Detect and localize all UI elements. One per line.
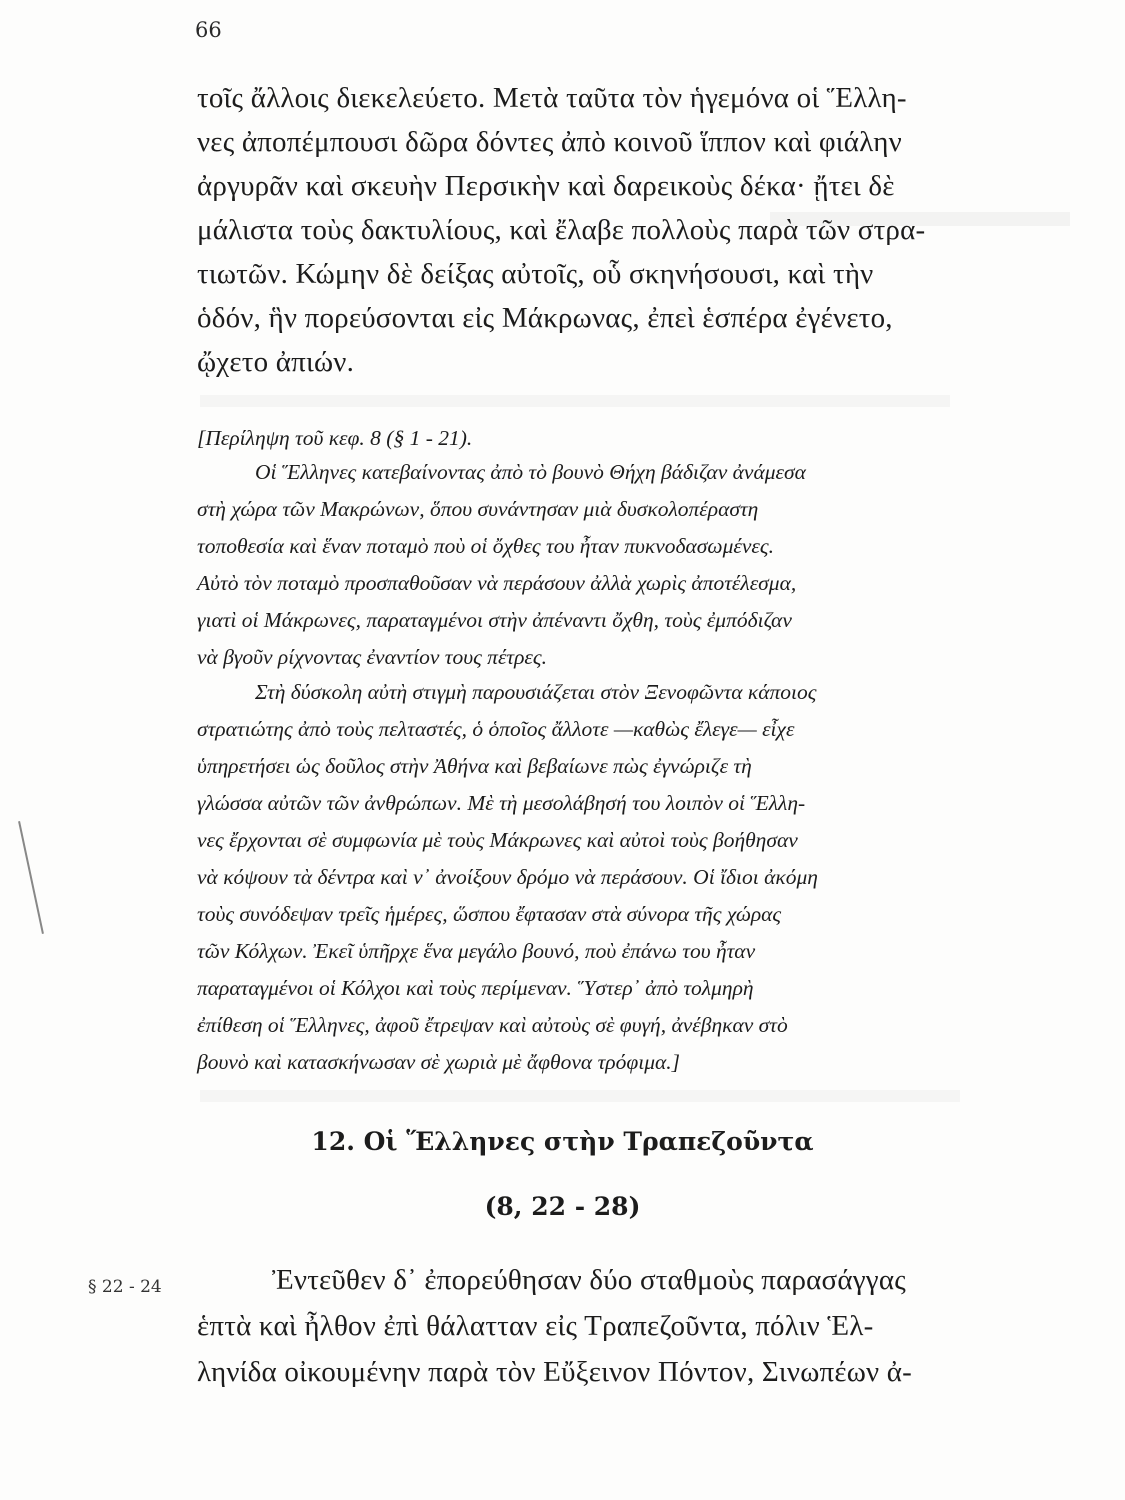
greek-text-line: ὁδόν, ἣν πορεύσονται εἰς Μάκρωνας, ἐπεὶ ἑσπέρα ἐγένετο, xyxy=(197,302,893,334)
summary-line: τοποθεσία καὶ ἕναν ποταμὸ ποὺ οἱ ὄχθες του ἦταν πυκνοδασωμένες. xyxy=(197,534,774,558)
margin-pencil-mark xyxy=(18,821,44,934)
summary-line: τῶν Κόλχων. Ἐκεῖ ὑπῆρχε ἕνα μεγάλο βουνό, ποὺ ἐπάνω του ἦταν xyxy=(197,939,756,963)
summary-line: στὴ χώρα τῶν Μακρώνων, ὅπου συνάντησαν μιὰ δυσκολοπέραστη xyxy=(197,497,759,521)
greek-text-line: ἀργυρᾶν καὶ σκευὴν Περσικὴν καὶ δαρεικοὺς δέκα· ᾔτει δὲ xyxy=(197,170,895,202)
greek-text-line: ληνίδα οἰκουμένην παρὰ τὸν Εὔξεινον Πόντον, Σινωπέων ἀ- xyxy=(197,1356,913,1388)
chapter-heading: 12. Οἱ Ἕλληνες στὴν Τραπεζοῦντα xyxy=(311,1127,814,1156)
section-reference: § 22 - 24 xyxy=(88,1277,162,1297)
summary-line: Οἱ Ἕλληνες κατεβαίνοντας ἀπὸ τὸ βουνὸ Θήχη βάδιζαν ἀνάμεσα xyxy=(255,460,806,484)
greek-text-line: τιωτῶν. Κώμην δὲ δείξας αὐτοῖς, οὗ σκηνήσουσι, καὶ τὴν xyxy=(197,258,874,290)
summary-line: βουνὸ καὶ κατασκήνωσαν σὲ χωριὰ μὲ ἄφθονα τρόφιμα.] xyxy=(197,1050,681,1074)
page-number: 66 xyxy=(195,18,222,42)
summary-line: στρατιώτης ἀπὸ τοὺς πελταστές, ὁ ὁποῖος ἄλλοτε —καθὼς ἔλεγε— εἶχε xyxy=(197,717,795,741)
greek-text-line: νες ἀποπέμπουσι δῶρα δόντες ἀπὸ κοινοῦ ἵππον καὶ φιάλην xyxy=(197,126,902,158)
summary-line: νες ἔρχονται σὲ συμφωνία μὲ τοὺς Μάκρωνες καὶ αὐτοὶ τοὺς βοήθησαν xyxy=(197,828,798,852)
summary-title: [Περίληψη τοῦ κεφ. 8 (§ 1 - 21). xyxy=(197,426,473,450)
chapter-subheading: (8, 22 - 28) xyxy=(484,1192,641,1221)
summary-line: Αὐτὸ τὸν ποταμὸ προσπαθοῦσαν νὰ περάσουν ἀλλὰ χωρὶς ἀποτέλεσμα, xyxy=(197,571,797,595)
summary-line: γλώσσα αὐτῶν τῶν ἀνθρώπων. Μὲ τὴ μεσολάβησή του λοιπὸν οἱ Ἕλλη- xyxy=(197,791,806,815)
greek-text-line: ἑπτὰ καὶ ἦλθον ἐπὶ θάλατταν εἰς Τραπεζοῦντα, πόλιν Ἑλ- xyxy=(197,1310,874,1342)
summary-line: νὰ κόψουν τὰ δέντρα καὶ ν᾿ ἀνοίξουν δρόμο νὰ περάσουν. Οἱ ἴδιοι ἀκόμη xyxy=(197,865,818,889)
bleed-through-mark xyxy=(200,1090,960,1102)
summary-line: γιατὶ οἱ Μάκρωνες, παραταγμένοι στὴν ἀπέναντι ὄχθη, τοὺς ἐμπόδιζαν xyxy=(197,608,792,632)
greek-text-line: μάλιστα τοὺς δακτυλίους, καὶ ἔλαβε πολλοὺς παρὰ τῶν στρα- xyxy=(197,214,926,246)
greek-text-line: ᾤχετο ἀπιών. xyxy=(197,346,355,378)
summary-line: νὰ βγοῦν ρίχνοντας ἐναντίον τους πέτρες. xyxy=(197,645,548,669)
summary-line: ὑπηρετήσει ὡς δοῦλος στὴν Ἀθήνα καὶ βεβαίωνε πὼς ἐγνώριζε τὴ xyxy=(197,754,752,778)
summary-line: Στὴ δύσκολη αὐτὴ στιγμὴ παρουσιάζεται στὸν Ξενοφῶντα κάποιος xyxy=(255,680,817,704)
bleed-through-mark xyxy=(200,395,950,407)
summary-line: παραταγμένοι οἱ Κόλχοι καὶ τοὺς περίμεναν. Ὕστερ᾿ ἀπὸ τολμηρὴ xyxy=(197,976,754,1000)
greek-text-line: Ἐντεῦθεν δ᾿ ἐπορεύθησαν δύο σταθμοὺς παρασάγγας xyxy=(272,1264,906,1296)
summary-line: ἐπίθεση οἱ Ἕλληνες, ἀφοῦ ἔτρεψαν καὶ αὐτοὺς σὲ φυγή, ἀνέβηκαν στὸ xyxy=(197,1013,788,1037)
summary-line: τοὺς συνόδεψαν τρεῖς ἡμέρες, ὥσπου ἔφτασαν στὰ σύνορα τῆς χώρας xyxy=(197,902,782,926)
greek-text-line: τοῖς ἄλλοις διεκελεύετο. Μετὰ ταῦτα τὸν ἡγεμόνα οἱ Ἕλλη- xyxy=(197,82,907,114)
